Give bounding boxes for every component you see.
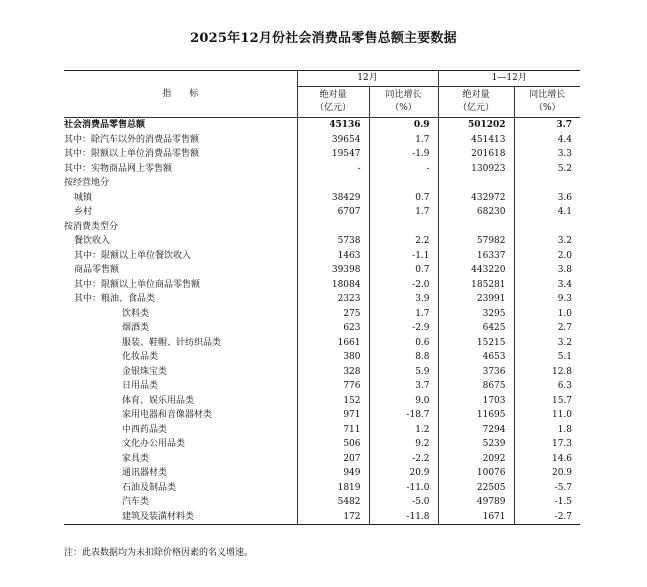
ytd-abs-cell: 2092 [438, 452, 514, 467]
dec-abs-cell: 19547 [297, 147, 369, 162]
ytd-abs-cell: 8675 [438, 379, 514, 394]
row-name: 饮料类 [122, 308, 150, 319]
dec-abs-cell: 506 [297, 437, 369, 452]
dec-abs-cell: 1463 [297, 249, 369, 264]
table-row [64, 510, 580, 525]
dec-yoy-cell: 8.8 [369, 350, 438, 365]
dec-yoy-cell: 2.2 [369, 234, 438, 249]
table-row [64, 336, 580, 351]
ytd-abs-cell [438, 220, 514, 235]
ytd-group-header: 1—12月 [438, 71, 580, 87]
ytd-yoy-cell: 6.3 [514, 379, 580, 394]
row-name: 家用电器和音像器材类 [122, 410, 213, 420]
row-name: 商品零售额 [74, 265, 120, 275]
table-body [64, 118, 580, 525]
ytd-abs-cell: 1703 [438, 394, 514, 409]
row-name: 其中：限额以上单位商品零售额 [74, 279, 201, 290]
dec-abs-cell: 711 [297, 423, 369, 438]
dec-abs-cell: 380 [297, 350, 369, 365]
ytd-yoy-cell: 1.0 [514, 307, 580, 322]
dec-abs-cell: 623 [297, 321, 369, 336]
dec-yoy-header: 同比增长 （%） [369, 87, 438, 118]
dec-abs-cell: 39398 [297, 263, 369, 278]
ytd-abs-cell: 185281 [438, 278, 514, 293]
ytd-yoy-cell: 5.1 [514, 350, 580, 365]
ytd-yoy-cell: 3.7 [514, 118, 580, 133]
dec-yoy-cell: 9.0 [369, 394, 438, 409]
row-name: 餐饮收入 [74, 236, 111, 246]
dec-abs-cell [297, 220, 369, 235]
table-row [64, 350, 580, 365]
dec-yoy-cell: -1.9 [369, 147, 438, 162]
dec-yoy-cell: 0.9 [369, 118, 438, 133]
dec-yoy-cell: -11.8 [369, 510, 438, 525]
ytd-abs-cell: 11695 [438, 408, 514, 423]
ytd-abs-cell: 3736 [438, 365, 514, 380]
table-row [64, 205, 580, 220]
table-row [64, 321, 580, 336]
ytd-yoy-cell: 3.3 [514, 147, 580, 162]
table-row [64, 292, 580, 307]
dec-yoy-cell: 1.7 [369, 307, 438, 322]
ytd-abs-header: 绝对量 （亿元） [438, 87, 514, 118]
footnote: 注：此表数据均为未扣除价格因素的名义增速。 [64, 548, 254, 558]
dec-yoy-cell: 0.6 [369, 336, 438, 351]
dec-yoy-cell: -11.0 [369, 481, 438, 496]
ytd-abs-cell: 451413 [438, 133, 514, 148]
ytd-yoy-cell: 2.0 [514, 249, 580, 264]
row-name: 服装、鞋帽、针纺织品类 [122, 337, 222, 348]
dec-abs-cell: 1661 [297, 336, 369, 351]
dec-yoy-cell: -2.0 [369, 278, 438, 293]
ytd-abs-cell: 68230 [438, 205, 514, 220]
page-title: 2025年12月份社会消费品零售总额主要数据 [190, 31, 457, 46]
dec-abs-cell: 328 [297, 365, 369, 380]
row-name: 金银珠宝类 [122, 366, 168, 377]
row-name: 烟酒类 [122, 323, 150, 333]
table-row [64, 408, 580, 423]
ytd-yoy-header: 同比增长 （%） [514, 87, 580, 118]
ytd-yoy-cell: 4.4 [514, 133, 580, 148]
row-name: 其中：限额以上单位餐饮收入 [74, 250, 192, 261]
ytd-abs-cell: 432972 [438, 191, 514, 206]
table-row [64, 437, 580, 452]
ytd-yoy-cell [514, 220, 580, 235]
dec-abs-cell: 18084 [297, 278, 369, 293]
row-name: 体育、娱乐用品类 [122, 395, 195, 406]
row-name: 中西药品类 [122, 424, 168, 435]
indicator-header: 指 标 [64, 71, 297, 118]
row-name: 其中：限额以上单位消费品零售额 [64, 149, 200, 159]
table-row [64, 220, 580, 235]
dec-abs-cell: - [297, 162, 369, 177]
dec-abs-cell: 5482 [297, 495, 369, 510]
ytd-yoy-cell: 11.0 [514, 408, 580, 423]
ytd-yoy-cell: 3.8 [514, 263, 580, 278]
table-row [64, 234, 580, 249]
dec-abs-cell: 152 [297, 394, 369, 409]
dec-abs-cell: 172 [297, 510, 369, 525]
table-row [64, 466, 580, 481]
ytd-abs-cell: 49789 [438, 495, 514, 510]
ytd-yoy-cell: 3.4 [514, 278, 580, 293]
ytd-yoy-cell: 14.6 [514, 452, 580, 467]
ytd-yoy-cell: -1.5 [514, 495, 580, 510]
table-row [64, 133, 580, 148]
ytd-yoy-cell: 4.1 [514, 205, 580, 220]
dec-yoy-cell [369, 176, 438, 191]
ytd-abs-cell: 16337 [438, 249, 514, 264]
row-name: 城镇 [74, 192, 93, 203]
dec-abs-cell [297, 176, 369, 191]
dec-abs-header: 绝对量 （亿元） [297, 87, 369, 118]
table-row [64, 365, 580, 380]
ytd-abs-cell [438, 176, 514, 191]
dec-yoy-cell: -2.2 [369, 452, 438, 467]
dec-abs-cell: 6707 [297, 205, 369, 220]
row-name: 按经营地分 [64, 178, 110, 188]
ytd-yoy-cell: 15.7 [514, 394, 580, 409]
table-row [64, 394, 580, 409]
table-row [64, 118, 580, 133]
row-name: 社会消费品零售总额 [64, 120, 146, 130]
dec-yoy-cell: -2.9 [369, 321, 438, 336]
table-row [64, 481, 580, 496]
dec-abs-cell: 776 [297, 379, 369, 394]
dec-abs-cell: 38429 [297, 191, 369, 206]
dec-yoy-cell: 1.7 [369, 205, 438, 220]
dec-abs-cell: 45136 [297, 118, 369, 133]
dec-abs-cell: 39654 [297, 133, 369, 148]
ytd-abs-cell: 1671 [438, 510, 514, 525]
ytd-yoy-cell: -2.7 [514, 510, 580, 525]
december-group-header: 12月 [297, 71, 438, 87]
dec-abs-cell: 2323 [297, 292, 369, 307]
dec-yoy-cell: 3.7 [369, 379, 438, 394]
row-name: 其中：粮油、食品类 [74, 294, 156, 304]
ytd-abs-cell: 23991 [438, 292, 514, 307]
ytd-yoy-cell: 20.9 [514, 466, 580, 481]
dec-yoy-cell: 1.2 [369, 423, 438, 438]
table-row [64, 379, 580, 394]
ytd-yoy-cell: 1.8 [514, 423, 580, 438]
ytd-abs-cell: 7294 [438, 423, 514, 438]
ytd-yoy-cell: -5.7 [514, 481, 580, 496]
ytd-abs-cell: 22505 [438, 481, 514, 496]
row-name: 其中：除汽车以外的消费品零售额 [64, 134, 200, 145]
dec-yoy-cell: 9.2 [369, 437, 438, 452]
ytd-yoy-cell [514, 176, 580, 191]
row-name: 按消费类型分 [64, 221, 119, 232]
ytd-abs-cell: 501202 [438, 118, 514, 133]
ytd-yoy-cell: 9.3 [514, 292, 580, 307]
dec-yoy-cell: 0.7 [369, 263, 438, 278]
ytd-yoy-cell: 2.7 [514, 321, 580, 336]
table-row [64, 249, 580, 264]
dec-yoy-cell: 5.9 [369, 365, 438, 380]
row-name: 化妆品类 [122, 352, 159, 362]
row-name: 汽车类 [122, 497, 150, 507]
row-name: 乡村 [74, 207, 93, 217]
table-row [64, 191, 580, 206]
ytd-yoy-cell: 3.2 [514, 336, 580, 351]
ytd-yoy-cell: 12.8 [514, 365, 580, 380]
ytd-abs-cell: 3295 [438, 307, 514, 322]
dec-abs-cell: 1819 [297, 481, 369, 496]
table-row [64, 423, 580, 438]
table-row [64, 147, 580, 162]
ytd-abs-cell: 10076 [438, 466, 514, 481]
row-name: 日用品类 [122, 381, 159, 391]
dec-yoy-cell: 1.7 [369, 133, 438, 148]
ytd-abs-cell: 130923 [438, 162, 514, 177]
ytd-abs-cell: 5239 [438, 437, 514, 452]
row-name: 通讯器材类 [122, 468, 168, 478]
dec-yoy-cell [369, 220, 438, 235]
ytd-abs-cell: 4653 [438, 350, 514, 365]
table-row [64, 263, 580, 278]
ytd-abs-cell: 57982 [438, 234, 514, 249]
table-row [64, 307, 580, 322]
table-row [64, 452, 580, 467]
dec-yoy-cell: -1.1 [369, 249, 438, 264]
ytd-abs-cell: 15215 [438, 336, 514, 351]
ytd-abs-cell: 201618 [438, 147, 514, 162]
row-name: 家具类 [122, 453, 150, 464]
ytd-yoy-cell: 17.3 [514, 437, 580, 452]
dec-yoy-cell: 3.9 [369, 292, 438, 307]
table-row [64, 162, 580, 177]
dec-yoy-cell: - [369, 162, 438, 177]
ytd-abs-cell: 443220 [438, 263, 514, 278]
ytd-abs-cell: 6425 [438, 321, 514, 336]
dec-yoy-cell: -18.7 [369, 408, 438, 423]
ytd-yoy-cell: 3.2 [514, 234, 580, 249]
dec-abs-cell: 275 [297, 307, 369, 322]
dec-abs-cell: 207 [297, 452, 369, 467]
dec-abs-cell: 5738 [297, 234, 369, 249]
table-row [64, 495, 580, 510]
row-name: 其中：实物商品网上零售额 [64, 163, 173, 174]
dec-yoy-cell: 0.7 [369, 191, 438, 206]
retail-sales-table [64, 70, 580, 525]
dec-yoy-cell: 20.9 [369, 466, 438, 481]
dec-yoy-cell: -5.0 [369, 495, 438, 510]
ytd-yoy-cell: 3.6 [514, 191, 580, 206]
dec-abs-cell: 971 [297, 408, 369, 423]
dec-abs-cell: 949 [297, 466, 369, 481]
ytd-yoy-cell: 5.2 [514, 162, 580, 177]
row-name: 文化办公用品类 [122, 439, 186, 449]
row-name: 石油及制品类 [122, 482, 177, 493]
table-row [64, 176, 580, 191]
table-row [64, 278, 580, 293]
row-name: 建筑及装潢材料类 [64, 510, 297, 525]
